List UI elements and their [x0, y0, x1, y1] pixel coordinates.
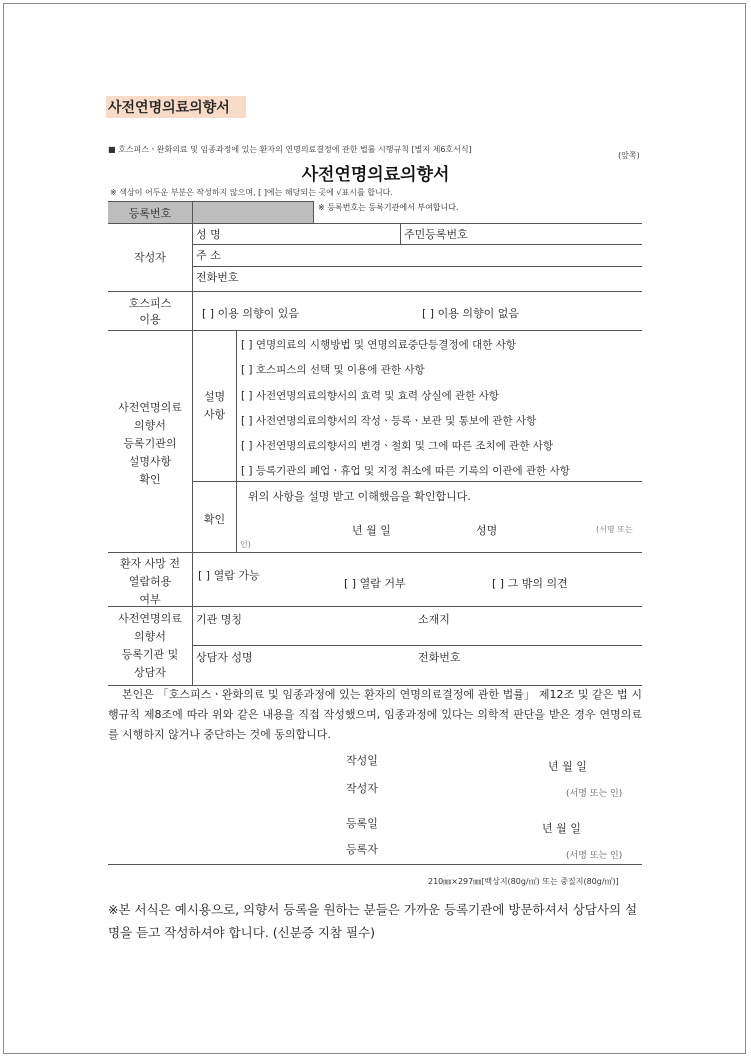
- rule: [400, 223, 401, 244]
- confirm-sign-hint-end: 인): [240, 540, 251, 549]
- institution-location-label: 소재지: [418, 613, 450, 626]
- author-name-label: 성 명: [196, 228, 221, 241]
- rule: [193, 244, 642, 245]
- viewing-option-allow[interactable]: [ ] 열람 가능: [198, 569, 260, 582]
- rule: [108, 201, 314, 202]
- registration-number-field: [193, 201, 313, 223]
- explanation-items-label: 설명 사항: [203, 390, 226, 421]
- author-id-label: 주민등록번호: [404, 228, 468, 241]
- rule: [193, 266, 642, 267]
- written-date-value: 년 월 일: [548, 760, 587, 773]
- rule: [192, 201, 193, 685]
- institution-phone-label: 전화번호: [418, 651, 461, 664]
- explanation-item[interactable]: [ ] 사전연명의료의향서의 변경ㆍ철회 및 그에 따른 조치에 관한 사항: [241, 440, 554, 452]
- author-address-label: 주 소: [196, 249, 221, 262]
- rule: [193, 645, 642, 646]
- rule: [108, 552, 642, 553]
- viewing-option-deny[interactable]: [ ] 열람 거부: [344, 577, 406, 590]
- hospice-option-yes[interactable]: [ ] 이용 의향이 있음: [202, 307, 299, 320]
- regulation-header: ■ 호스피스ㆍ완화의료 및 임종과정에 있는 환자의 연명의료결정에 관한 법률 시행규칙 [별지 제6호서식]: [108, 145, 472, 154]
- shade-instruction: ※ 색상이 어두운 부분은 작성하지 않으며, [ ]에는 해당되는 곳에 √표시를 합니다.: [110, 188, 393, 197]
- confirm-sign-hint: (서명 또는: [596, 525, 633, 534]
- counselor-name-label: 상담자 성명: [196, 651, 253, 664]
- front-side-label: (앞쪽): [618, 151, 640, 160]
- rule: [193, 481, 642, 482]
- confirm-date: 년 월 일: [352, 524, 391, 537]
- registrar-sign-hint: (서명 또는 인): [566, 851, 623, 861]
- explanation-item[interactable]: [ ] 연명의료의 시행방법 및 연명의료중단등결정에 대한 사항: [241, 339, 516, 351]
- hospice-option-no[interactable]: [ ] 이용 의향이 없음: [422, 307, 519, 320]
- explanation-group-label: 사전연명의료 의향서 등록기관의 설명사항 확인: [118, 401, 182, 486]
- bottom-rule: [108, 864, 642, 865]
- author-sign-hint: (서명 또는 인): [566, 789, 623, 799]
- institution-label: 사전연명의료 의향서 등록기관 및 상담자: [118, 612, 182, 679]
- rule: [108, 330, 642, 331]
- explanation-item[interactable]: [ ] 등록기관의 폐업ㆍ휴업 및 지정 취소에 따른 기록의 이관에 관한 사항: [241, 465, 570, 477]
- registration-note: ※ 등록번호는 등록기관에서 부여합니다.: [318, 203, 459, 212]
- form-table: [108, 199, 642, 693]
- form-title: 사전연명의료의향서: [301, 165, 450, 185]
- confirm-sign-label: 성명: [476, 524, 498, 537]
- explanation-item[interactable]: [ ] 사전연명의료의향서의 효력 및 효력 상실에 관한 사항: [241, 390, 500, 402]
- author-label: 작성자: [134, 251, 166, 264]
- paper-size-note: 210㎜×297㎜[백상지(80g/㎡) 또는 중질지(80g/㎡)]: [428, 877, 619, 886]
- institution-name-label: 기관 명칭: [196, 613, 243, 626]
- explanation-item[interactable]: [ ] 사전연명의료의향서의 작성ㆍ등록ㆍ보관 및 통보에 관한 사항: [241, 415, 537, 427]
- confirm-text: 위의 사항을 설명 받고 이해했음을 확인합니다.: [248, 490, 471, 503]
- author-phone-label: 전화번호: [196, 271, 239, 284]
- footer-notice: ※본 서식은 예시용으로, 의향서 등록을 원하는 분들은 가까운 등록기관에 방문하셔서 상담사의 설명을 듣고 작성하셔야 합니다. (신분증 지참 필수): [108, 902, 638, 940]
- written-date-label: 작성일: [346, 754, 378, 767]
- author-sign-label: 작성자: [346, 782, 378, 795]
- rule: [108, 223, 642, 224]
- registration-label: 등록번호: [128, 207, 172, 220]
- registered-date-label: 등록일: [346, 817, 378, 830]
- rule: [236, 330, 237, 552]
- registrar-sign-label: 등록자: [346, 843, 378, 856]
- document-title: 사전연명의료의향서: [106, 96, 246, 118]
- registered-date-value: 년 월 일: [542, 822, 581, 835]
- rule: [108, 291, 642, 292]
- hospice-label: 호스피스 이용: [128, 297, 172, 326]
- confirm-label: 확인: [203, 513, 226, 526]
- explanation-item[interactable]: [ ] 호스피스의 선택 및 이용에 관한 사항: [241, 364, 425, 376]
- rule: [313, 201, 314, 223]
- viewing-label: 환자 사망 전 열람허용 여부: [119, 557, 181, 606]
- consent-statement: 본인은 「호스피스ㆍ완화의료 및 임종과정에 있는 환자의 연명의료결정에 관한 법률」 제12조 및 같은 법 시행규칙 제8조에 따라 위와 같은 내용을 직접 작성했으며, 임종과정에 있다는 의학적 판단을 받은 경우 연명의료를 시행하지 않거나 중단하는 것에 동의합니다.: [108, 688, 642, 741]
- viewing-option-other[interactable]: [ ] 그 밖의 의견: [492, 577, 568, 590]
